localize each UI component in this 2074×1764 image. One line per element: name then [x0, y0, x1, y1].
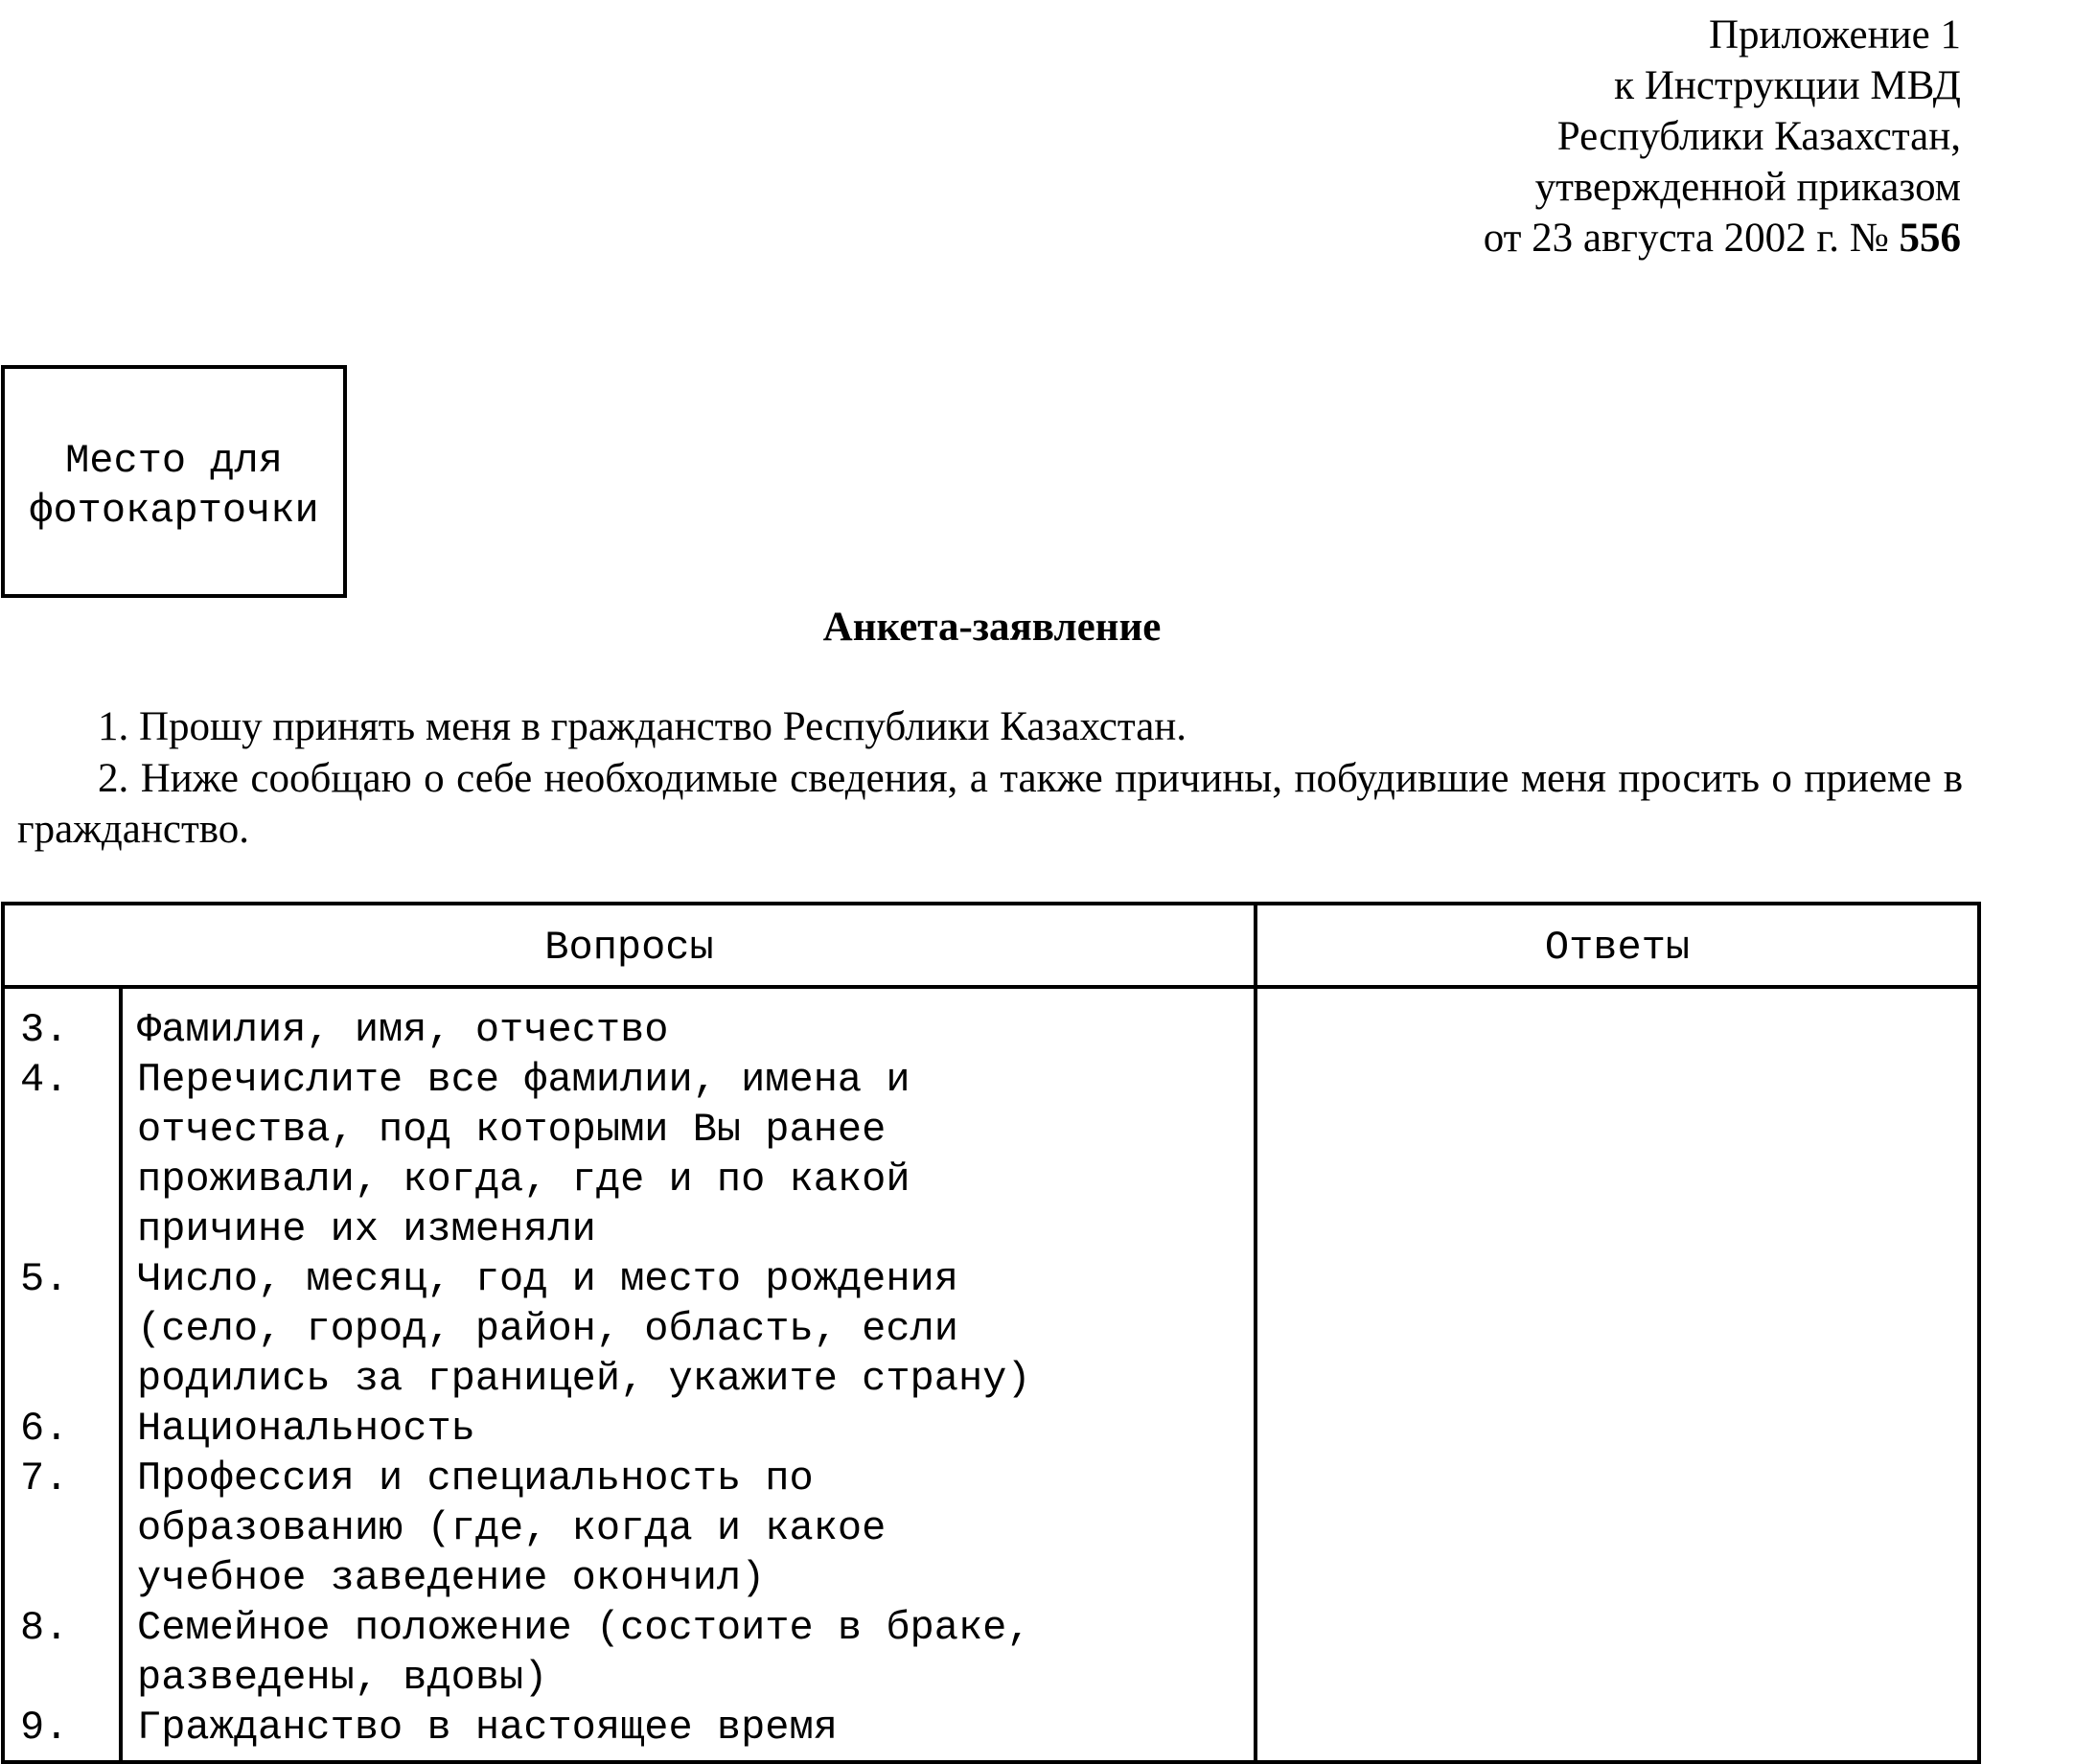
- order-date: от 23 августа 2002 г. №: [1483, 216, 1900, 261]
- questionnaire-table: [1, 902, 1981, 1764]
- question-number: 9.: [20, 1705, 69, 1751]
- appendix-line: к Инструкции МВД: [1614, 63, 1961, 108]
- question-text: [137, 1603, 1230, 1703]
- photo-placeholder: [1, 365, 347, 598]
- appendix-order-line: [1484, 213, 1961, 263]
- column-divider: [1254, 905, 1257, 1760]
- document-title: Анкета-заявление: [822, 605, 1162, 650]
- question-number: 5.: [20, 1256, 69, 1302]
- column-header-answers: Ответы: [1544, 925, 1691, 971]
- question-text-line: причине их изменяли: [137, 1206, 596, 1252]
- table-row: [5, 1404, 1254, 1454]
- appendix-line: Республики Казахстан,: [1556, 114, 1961, 159]
- question-number: 8.: [20, 1605, 69, 1651]
- photo-label-line2: фотокарточки: [29, 488, 319, 534]
- question-text-line: разведены, вдовы): [137, 1655, 548, 1701]
- question-text-line: образованию (где, когда и какое: [137, 1505, 887, 1551]
- photo-label-line1: Место для: [65, 438, 283, 484]
- question-text-line: Перечислите все фамилии, имена и: [137, 1057, 910, 1103]
- question-text-line: Гражданство в настоящее время: [137, 1705, 838, 1751]
- table-row: [5, 1055, 1254, 1254]
- table-row: [5, 1454, 1254, 1603]
- question-text-line: Семейное положение (состоите в браке,: [137, 1605, 1031, 1651]
- paragraph-1-text: 1. Прошу принять меня в гражданство Республики Казахстан.: [98, 704, 1187, 749]
- question-text-line: учебное заведение окончил): [137, 1555, 766, 1601]
- question-number: 7.: [20, 1455, 69, 1501]
- question-text-line: проживали, когда, где и по какой: [137, 1157, 910, 1203]
- appendix-line: утвержденной приказом: [1534, 165, 1961, 210]
- question-number: 3.: [20, 1007, 69, 1053]
- table-row: [5, 1005, 1254, 1055]
- question-text-line: (село, город, район, область, если: [137, 1306, 958, 1352]
- question-number: 6.: [20, 1406, 69, 1452]
- question-text-line: Профессия и специальность по: [137, 1455, 814, 1501]
- appendix-header: [1484, 10, 1961, 263]
- paragraph-2-text: 2. Ниже сообщаю о себе необходимые сведения, а также причины, побудившие меня просить о приеме в гражданство.: [17, 756, 1963, 852]
- question-text: [137, 1254, 1230, 1404]
- question-text-line: Национальность: [137, 1406, 475, 1452]
- question-text: [137, 1404, 1230, 1454]
- table-row: [5, 1603, 1254, 1703]
- question-text-line: Фамилия, имя, отчество: [137, 1007, 669, 1053]
- question-text-line: родились за границей, укажите страну): [137, 1356, 1031, 1402]
- header-divider: [5, 985, 1977, 989]
- question-text: [137, 1454, 1230, 1603]
- table-row: [5, 1703, 1254, 1753]
- question-number: 4.: [20, 1057, 69, 1103]
- question-text: [137, 1005, 1230, 1055]
- question-text: [137, 1055, 1230, 1254]
- order-number: 556: [1899, 216, 1961, 261]
- appendix-line: Приложение 1: [1708, 12, 1961, 57]
- question-text-line: отчества, под которыми Вы ранее: [137, 1107, 887, 1153]
- question-text-line: Число, месяц, год и место рождения: [137, 1256, 958, 1302]
- table-row: [5, 1254, 1254, 1404]
- question-text: [137, 1703, 1230, 1753]
- column-header-questions: Вопросы: [544, 925, 714, 971]
- paragraph-2: [17, 753, 1963, 855]
- question-rows: [5, 1005, 1254, 1753]
- paragraph-1: [17, 701, 1963, 752]
